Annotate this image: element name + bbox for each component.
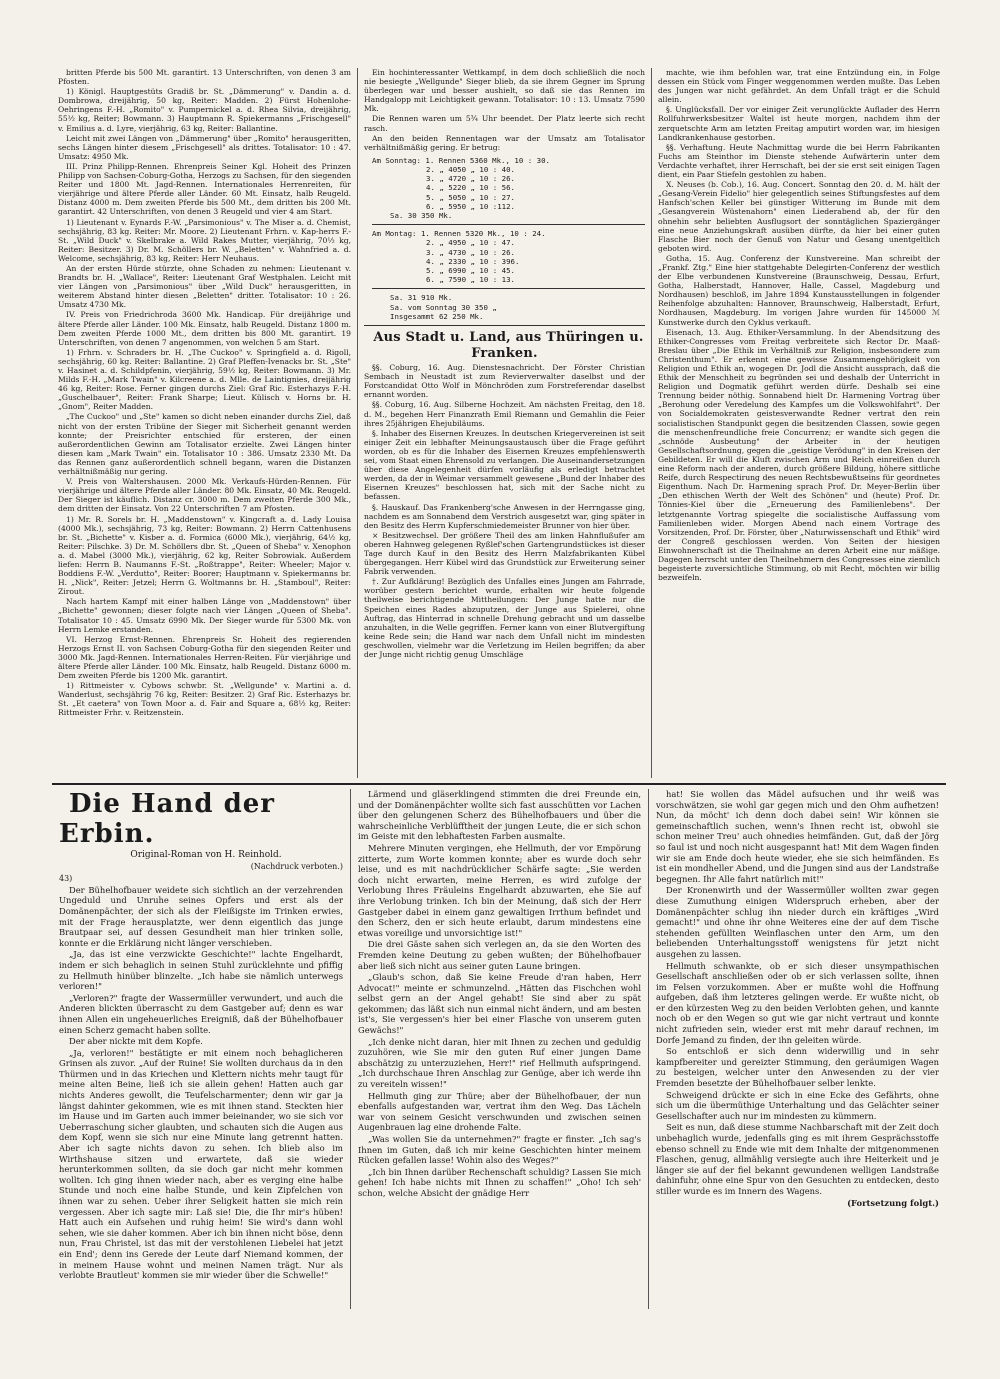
race-turnover: 1. Rennen 5360 Mk., 10 : 30. bbox=[425, 155, 550, 165]
totalisator-row bbox=[372, 174, 645, 183]
race-report-paragraph: Nach hartem Kampf mit einer halben Länge von „Maddenstown" über „Bichette" gewonnen; dieser folgte nach vier Längen „Queen of Sheba". Totalisator 10 : 45. Umsatz 6990 Mk. Der Sieger wurde für 5300 Mk. von Herrn Lemke erstanden. bbox=[58, 597, 351, 634]
race-turnover: 1. Rennen 5320 Mk., 10 : 24. bbox=[420, 229, 546, 239]
totalisator-table bbox=[372, 156, 645, 321]
news-item: §. Hauskauf. Das Frankenberg'sche Anwesen in der Herrngasse ging, nachdem es am Sonnabend dem Verstrich ausgesetzt war, ging später in den Besitz des Herrn Kupferschmiedemeister Brunner von hier über. bbox=[364, 502, 645, 530]
totalisator-row bbox=[372, 248, 645, 257]
race-report-paragraph: V. Preis von Waltershausen. 2000 Mk. Verkaufs-Hürden-Rennen. Für vierjährige und ältere Pferde aller Länder. 80 Mk. Einsatz, 40 Mk. Reugeld. Der Sieger ist käuflich. Distanz cr. 3000 m. Dem zweiten Pferde 300 Mk., dem dritten der Einsatz. Von 22 Unterschriften 7 am Pfosten. bbox=[58, 477, 351, 514]
totalisator-row bbox=[372, 266, 645, 275]
race-turnover: 6. „ 5950 „ 10 :112. bbox=[426, 201, 515, 211]
race-turnover: 4. „ 2330 „ 10 : 396. bbox=[426, 256, 520, 266]
installment-number: 43) bbox=[59, 874, 73, 884]
race-turnover: 6. „ 7590 „ 10 : 13. bbox=[426, 275, 515, 285]
race-report-paragraph: britten Pferde bis 500 Mt. garantirt. 13 Unterschriften, von denen 3 am Pfosten. bbox=[58, 68, 351, 87]
feuilleton-section bbox=[52, 789, 946, 1309]
news-item: × Besitzwechsel. Der größere Theil des am linken Hahnflußufer am oberen Hahnweg gelegenen Ryßlef'schen Gartengrundstückes ist dieser Tage durch Kauf in den Besitz des Herrn Malzfabrikanten Kübel übergegangen. Herr Kübel wird das Grundstück zur Erweiterung seiner Fabrik verwenden. bbox=[364, 530, 645, 577]
novel-paragraph: So entschloß er sich denn widerwillig und in sehr kampfbereiter und gereizter Stimmung, den geräumigen Wagen zu besteigen, welcher unter den Anwesenden zu der vier Fremden besetzte der Bühelhofbauer selber lenkte. bbox=[656, 1046, 939, 1089]
grand-total: Insgesammt 62 250 Mk. bbox=[390, 311, 484, 321]
news-item: Gotha, 15. Aug. Conferenz der Kunstvereine. Man schreibt der „Frankf. Ztg." Eine hier stattgehabte Delegirten-Conferenz der westlich der Elbe verbundenen Kunstvereine (Braunschweig, Dessau, Erfurt, Gotha, Halberstadt, Hannover, Halle, Cassel, Magdeburg und Nordhausen) beschloß, im Jahre 1894 Kunstausstellungen in folgender Reihenfolge abzuhalten: Hannover, Braunschweig, Halberstadt, Erfurt, Nordhausen, Magdeburg. Im vorigen Jahre wurden für 145000 ℳ Kunstwerke durch den Cyklus verkauft. bbox=[658, 253, 940, 327]
novel-paragraph: „Verloren?" fragte der Wassermüller verwundert, und auch die Anderen blickten überrascht zu dem Gastgeber auf; denn es war ihnen Allen ein ungeheuerliches Ereigniß, daß der Bühelhofbauer einen Scherz gemacht haben sollte. bbox=[59, 992, 343, 1035]
novel-paragraph: Lärmend und gläserklingend stimmten die drei Freunde ein, und der Domänenpächter wollte sich fast ausschütten vor Lachen über den gelungenen Scherz des Bühelhofbauers und über die wahrscheinliche Verblüfftheit der jungen Leute, die er sich schon im Geiste mit den lebhaftesten Farben ausmalte. bbox=[358, 789, 641, 842]
race-turnover: 2. „ 4050 „ 10 : 40. bbox=[426, 165, 515, 175]
race-report-paragraph: VI. Herzog Ernst-Rennen. Ehrenpreis Sr. Hoheit des regierenden Herzogs Ernst II. von Sachsen Coburg-Gotha für den siegenden Reiter und 3000 Mk. Jagd-Rennen. Internationales Herren-Reiten. Für vierjährige und ältere Pferde aller Länder. 100 Mk. Einsatz, halb Reugeld. Distanz 6000 m. Dem zweiten Pferde bis 1200 Mk. garantirt. bbox=[58, 634, 351, 681]
novel-paragraph: Die drei Gäste sahen sich verlegen an, da sie den Worten des Fremden keine Deutung zu geben wußten; der Bühelhofbauer aber ließ sich nicht aus seiner guten Laune bringen. bbox=[358, 939, 641, 971]
novel-title: Die Hand der Erbin. bbox=[59, 789, 275, 849]
race-report-paragraph: 1) Frhrn. v. Schraders br. H. „The Cuckoo" v. Springfield a. d. Rigoll, sechsjährig, 60 kg. Reiter: Ballantine. 2) Graf Pleffen-Ivenacks br. St. „Ste" v. Hasinet a. d. Schildpfenin, vierjährig, 59½ kg, Reiter: Bowmann. 3) Mr. Milds F.-H. „Mark Twain" v. Kilcreene a. d. Mlle. de Laintignies, dreijährig 46 kg, Reiter: Rose. Ferner gingen durchs Ziel: Graf Ric. Esterhazys F.-H. „Guschelbauer", Reiter: Frank Sharpe; Lieut. Külisch v. Horns br. H. „Gnom", Reiter Madden. bbox=[58, 347, 351, 412]
news-item: Eisenach, 13. Aug. Ethiker-Versammlung. In der Abendsitzung des Ethiker-Congresses vom Freitag verbreitete sich Rector Dr. Maaß-Breslau über „Die Ethik im Verhältniß zur Religion, insbesondere zum Christenthum". Er erkennt eine gewisse Zusammengehörigkeit von Religion und Ethik an, wogegen Dr. Jodl die Ansicht aussprach, daß die Ethik der Menschheit zu begründen sei und deshalb der Unterricht in Religion und Dogmatik geführt werden dürfe. Deshalb sei eine Trennung beider nöthig. Sonnabend hielt Dr. Harmening Vortrag über „Berohung oder Veredelung des Kampfes um die Volkswohlfahrt". Der von Socialdemokraten geistesverwandte Redner vertrat den rein socialistischen Standpunkt gegen die besitzenden Classen, sowie gegen die menschenfreundliche freie Concurrenz; er wandte sich gegen die „schnöde Ausbeutung" der Arbeiter in der heutigen Gesellschaftsordnung, gegen die „geistige Verödung" in den Kreisen der Gebildeten. Er will die Kluft zwischen Arm und Reich einreißen durch eine Reform nach der anderen, durch größere Bildung, höhere sittliche Reife, durch Respectirung des neuen Rechtsbewußtseins für geordnetes Eigenthum. Nach Dr. Harmening sprach Prof. Dr. Meyer-Berlin über „Den ethischen Werth der Welt des Schönen" und (heute) Prof. Dr. Tönnies-Kiel über die „Erneuerung des Familienlebens". Der letztgenannte Vortrag spiegelte die socialistische Auffassung vom Familienleben wider. Morgen Abend nach einem Vortrage des Vorsitzenden, Prof. Dr. Förster, über „Naturwissenschaft und Ethik" wird der Congreß geschlossen werden. Von Seiten der hiesigen Einwohnerschaft ist die Theilnahme an deren Arbeit eine nur mäßige. Dagegen herrscht unter den Theilnehmern des Congresses eine ziemlich begeisterte zuversichtliche Stimmung, ob mit Recht, möchten wir billig bezweifeln. bbox=[658, 327, 940, 583]
news-item: §§. Verhaftung. Heute Nachmittag wurde die bei Herrn Fabrikanten Fuchs am Steinthor im Dienste stehende Aufwärterin unter dem Verdachte verhaftet, ihrer Herrschaft, bei der sie erst seit einigen Tagen dient, ein Paar Stiefeln gestohlen zu haben. bbox=[658, 142, 940, 180]
novel-paragraph: „Was wollen Sie da unternehmen?" fragte er finster. „Ich sag's Ihnen im Guten, daß ich mir keine Geschichten hinter meinem Rücken gefallen lasse! Wohin also des Weges?" bbox=[358, 1134, 641, 1166]
novel-paragraph: Seit es nun, daß diese stumme Nachbarschaft mit der Zeit doch unbehaglich wurde, jedenfalls ging es mit ihrem Gesprächsstoffe ebenso schnell zu Ende wie mit dem Inhalte der mitgenommenen Flaschen, genug, allmählig versiegte auch ihre Heiterkeit und je länger sie auf der fiel bekannt gewundenen welligen Landstraße dahinfuhr, ohne eine Spur von den Gesuchten zu entdecken, desto stiller wurde es im Innern des Wagens. bbox=[656, 1122, 939, 1196]
news-item: §. Unglücksfall. Der vor einiger Zeit verunglückte Auflader des Herrn Rollfuhrwerksbesitzer Waltel ist heute morgen, nachdem ihm der zerquetschte Arm am letzten Freitag amputirt worden war, im hiesigen Landkrankenhause gestorben. bbox=[658, 105, 940, 142]
totalisator-row bbox=[372, 183, 645, 192]
column-race-results bbox=[52, 68, 357, 778]
totalisator-row bbox=[372, 193, 645, 202]
news-item: †. Zur Aufklärung! Bezüglich des Unfalles eines Jungen am Fahrrade, worüber gestern berichtet wurde, erhalten wir heute folgende theilweise berichtigende Mittheilungen: Der Junge hatte nur die Speichen eines Rades abzuputzen, der Junge aus Spielerei, ohne Auftrag, das Hinterrad in schnelle Drehung gebracht und um dasselbe anzuhalten, in die Welle gegriffen. Ferner kann von einer Blutvergiftung keine Rede sein; die Hand war nach dem Unfall nicht im mindesten geschwollen, vielmehr war die Verletzung im Heilen begriffen; da aber der Junge nicht richtig genug Umschläge bbox=[364, 577, 645, 659]
totalisator-row bbox=[372, 156, 645, 165]
totalisator-row bbox=[372, 202, 645, 211]
novel-paragraph: Mehrere Minuten vergingen, ehe Hellmuth, der vor Empörung zitterte, zum Worte kommen konnte; aber es wurde doch sehr leise, und es mit nachdrücklicher Schärfe sagte: „Sie werden doch nicht erwarten, meine Herren, es wird zufolge der Verlobung Ihres Fräuleins Engelhardt abzuwarten, ehe Sie auf ihre Verlobung trinken. Ich bin der Meinung, daß sich der Herr Gastgeber dabei in einem ganz gewaltigen Irrthum befindet und den Scherz, den er sich heute erlaubt, darum mindestens eine etwas voreilige und unvorsichtige ist!" bbox=[358, 842, 641, 938]
novel-paragraph: Hellmuth ging zur Thüre; aber der Bühelhofbauer, der nun ebenfalls aufgestanden war, vertrat ihm den Weg. Das Lächeln war von seinem Gesicht verschwunden und zwischen seinen Augenbrauen lag eine drohende Falte. bbox=[358, 1090, 641, 1133]
reprint-notice: (Nachdruck verboten.) bbox=[250, 861, 343, 871]
novel-paragraph: Der Bühelhofbauer weidete sich sichtlich an der verzehrenden Ungeduld und Unruhe seines Opfers und erst als der Domänenpächter, der sich als der Fleißigste im Trinken erwies, mit der Frage herausplatzte, wer denn eigentlich das junge Brautpaar sei, auf dessen Gesundheit man hier trinken solle, konnte er die Erklärung nicht länger verschieben. bbox=[59, 884, 343, 948]
race-report-paragraph: 1) Mr. R. Sorels br. H. „Maddenstown" v. Kingcraft a. d. Lady Louisa (4000 Mk.), sechsjährig, 73 kg, Reiter: Bowmann. 2) Herrn Cattenhusens br. St. „Bichette" v. Kisber a. d. Formica (6000 Mk.), vierjährig, 64½ kg, Reiter: Pilschke. 3) Dr. M. Schöllers dbr. St. „Queen of Sheba" v. Xenophon a. d. Mabel (3000 Mk.), vierjährig, 62 kg, Reiter Sobrowiak. Außerdem liefen: Herrn B. Naumanns F.-St. „Roßtrappe", Reiter: Wheeler; Major v. Boddiens F.-W. „Verdutto", Reiter: Boorer; Hauptmann v. Spiekermanns br. H. „Nick", Reiter: Jetzel; Herrn G. Woltmanns br. H. „Stamboul", Reiter: Zirout. bbox=[58, 514, 351, 597]
race-report-paragraph: 1) Königl. Hauptgestüts Gradiß br. St. „Dämmerung" v. Dandin a. d. Dombrowa, dreijährig, 50 kg, Reiter: Madden. 2) Fürst Hohenlohe-Oehringens F.-H. „Romito" v. Pumpernickel a. d. Rhea Silvia, dreijährig, 55½ kg, Reiter; Bowmann. 3) Hauptmann R. Spiekermanns „Frischgesell" v. Emilius a. d. Lyre, vierjährig, 63 kg, Reiter: Ballantine. bbox=[58, 87, 351, 133]
day-label: Am Sonntag: bbox=[372, 155, 421, 165]
news-item: §§. Coburg, 16. Aug. Silberne Hochzeit. Am nächsten Freitag, den 18. d. M., begehen Herr Finanzrath Emil Riemann und Gemahlin die Feier ihres 25jährigen Ehejubiläums. bbox=[364, 400, 645, 428]
race-report-paragraph: IV. Preis von Friedrichroda 3600 Mk. Handicap. Für dreijährige und ältere Pferde aller Länder. 100 Mk. Einsatz, halb Reugeld. Distanz 1800 m. Dem zweiten Pferde 1000 Mt., dem dritten bis 800 Mt. garantirt. 19 Unterschriften, von denen 7 angenommen, von welchen 5 am Start. bbox=[58, 310, 351, 347]
news-item: machte, wie ihm befohlen war, trat eine Entzündung ein, in Folge dessen ein Stück vom Finger weggenommen werden mußte. Das Leben des Jungen war nicht gefährdet. An dem Unfall trägt er die Schuld allein. bbox=[658, 68, 940, 105]
race-turnover: 3. „ 4720 „ 10 : 26. bbox=[426, 174, 515, 184]
section-heading: Aus Stadt u. Land, aus Thüringen u. Franken. bbox=[373, 330, 644, 362]
report-paragraph: Ein hochinteressanter Wettkampf, in dem doch schließlich die noch nie besiegte „Wellgunde" Sieger blieb, da sie ihrem Gegner im Sprung überlegen war und besser aushielt, so daß sie das Rennen im Handgalopp mit Leichtigkeit gewann. Totalisator: 10 : 13. Umsatz 7590 Mk. bbox=[364, 68, 645, 114]
novel-column-1 bbox=[52, 789, 350, 1309]
novel-paragraph: „Ja, das ist eine verzwickte Geschichte!" lachte Engelhardt, indem er sich behaglich in seinen Stuhl zurücklehnte und pfiffig zu Hellmuth hinüber blinzelte. „Ich habe sie nämlich unterwegs verloren!" bbox=[59, 949, 343, 992]
column-totalisator-and-local-news bbox=[357, 68, 651, 778]
race-turnover: 4. „ 5220 „ 10 : 56. bbox=[426, 183, 515, 193]
totalisator-row bbox=[372, 229, 645, 238]
race-turnover: 2. „ 4950 „ 10 : 47. bbox=[426, 238, 515, 248]
news-item: X. Neuses (b. Cob.), 16. Aug. Concert. Sonntag den 20. d. M. hält der „Gesang-Verein Fidelio" hier gelegentlich seines Stiftungsfestes auf dem Hanfsch'schen Keller bei günstiger Witterung im Bunde mit dem „Gesangverein Wüstenahorn" einen Liederabend ab, der für den ohnehin sehr beliebten Ausflugsort der sonntäglichen Spaziergänger eine neue Anziehungskraft ausüben dürfte, da hier bei einer guten Flasche Bier noch der Genuß von Natur und Gesang unentgeltlich geboten wird. bbox=[658, 180, 940, 253]
novel-paragraph: „Ja, verloren!" bestätigte er mit einem noch behaglicheren Grinsen als zuvor. „Auf der Ruine! Sie wollten durchaus da in den Thürmen und in das Kriechen und Klettern nichts mehr taugt für meine alten Beine, ließ ich sie allein gehen! Hatten auch gar nichts Anderes gewollt, die Teufelscharmenter; denn wir gar ja längst dahinter gekommen, wie es mit ihnen stand. Steckten hier im Hause und im Garten auch immer beieinander, wo sie sich vor Ueberraschung sicher glaubten, und schauten sich die Augen aus dem Kopf, wenn sie sich nur eine Minute lang getrennt hatten. Aber ich sagte nichts davon zu sehen. Ich blieb also im Wirthshause sitzen und erwartete, daß sie wieder herunterkommen sollten, da sie doch gar nicht mehr kommen wollten. Ich ging ihnen wieder nach, aber es verging eine halbe Stunde und noch eine halbe Stunde, und kein Zipfelchen von ihnen war zu sehen. Ueber ihrer Seligkeit hatten sie mich rein vergessen. Aber ich sagte mir: Laß sie! Die, die Ihr mir's hüben! Hatt auch ein Aufsehen und ruhig heim! Sie wird's dann wohl sehen, wie sie daher kommen. Aber ich bin ihnen nicht böse, denn nun, Frau Christel, ist das mit der verstohlenen Liebelei hat jetzt ein End'; denn ins Gerede der Leute darf Niemand kommen, der in meinem Hause wohnt und meinen Namen trägt. Nur als verlobte Brautleut' kommen sie mir wieder über die Schwelle!" bbox=[59, 1047, 343, 1281]
totalisator-row bbox=[372, 165, 645, 174]
novel-column-2 bbox=[350, 789, 648, 1309]
news-item: §§. Coburg, 16. Aug. Dienstesnachricht. Der Förster Christian Sembach in Neustadt ist zum Revierverwalter daselbst und der Forstcandidat Otto Wolf in Mönchröden zum Forstreferendar daselbst ernannt worden. bbox=[364, 363, 645, 400]
race-report-paragraph: 1) Lieutenant v. Eynards F.-W. „Parsimonious" v. The Miser a. d. Chemist, sechsjährig, 83 kg. Reiter: Mr. Moore. 2) Lieutenant Frhrn. v. Kap-herrs F.-St. „Wild Duck" v. Skelbrake a. Wild Rakes Mutter, vierjährig, 70½ kg, Reiter: Besitzer. 3) Dr. M. Schöllers br. W. „Beletten" v. Wahnfried a. d. Welcome, sechsjährig, 83 kg, Reiter: Herr Neuhaus. bbox=[58, 217, 351, 263]
news-item: §. Inhaber des Eisernen Kreuzes. In deutschen Kriegervereinen ist seit einiger Zeit ein lebhafter Meinungsaustausch über die Frage geführt worden, ob es für die Inhaber des Eisernen Kreuzes empfehlenswerth sei, vom Staat einen Ehrensold zu verlangen. Die Auseinandersetzungen über diese Angelegenheit dürfen vorläufig als erledigt betrachtet werden, da der in Weimar versammelt gewesene „Bund der Inhaber des Eisernen Kreuzes" beschlossen hat, sich mit der Sache nicht zu befassen. bbox=[364, 428, 645, 502]
continuation-note: (Fortsetzung folgt.) bbox=[847, 1197, 939, 1208]
race-turnover: 5. „ 5050 „ 10 : 27. bbox=[426, 192, 515, 202]
novel-paragraph: hat! Sie wollen das Mädel aufsuchen und ihr weiß was vorschwätzen, sie wohl gar gegen mich und den Ohm aufhetzen! Nun, da möcht' ich denn doch dabei sein! Wir können sie gemeinschaftlich suchen, wenn's Ihnen recht ist, obwohl sie schon meiner Treu' auch ohnedies heimfänden. Gut, daß der Jörg so faul ist und noch nicht ausgespannt hat! Mit dem Wagen finden wir sie am Ende doch heute wieder, ehe sie sich heimfänden. Es ist ein mondheller Abend, und die Jungen sind aus der Landstraße begegnen. Ihr Alle fahrt natürlich mit!" bbox=[656, 789, 939, 884]
novel-byline: Original-Roman von H. Reinhold. bbox=[130, 850, 282, 860]
race-report-paragraph: „The Cuckoo" und „Ste" kamen so dicht neben einander durchs Ziel, daß nicht von der ersten Tribüne der Sieger mit Sicherheit genannt werden konnte; der Preisrichter entschied für ersteren, der einen außerordentlichen Gewinn am Totalisator erzielte. Zwei Längen hinter diesen kam „Mark Twain" ein. Totalisator 10 : 386. Umsatz 2330 Mt. Da das Rennen ganz außerordentlich schnell begann, waren die Distanzen verhältnißmäßig nur gering. bbox=[58, 412, 351, 477]
novel-paragraph: Hellmuth schwankte, ob er sich dieser unsympathischen Gesellschaft anschließen oder ob er sich verlassen sollte, ihnen im Felsen vorzukommen. Aber er mußte wohl die Hoffnung aufgeben, daß ihm letzteres gelingen werde. Er wußte nicht, ob er den kürzesten Weg zu den beiden Verlobten gehen, und kannte noch ob er den Wegen so gut wie gar nicht vertraut und konnte nicht zufrieden sein, wieder erst mit mehr darauf rechnen, im Dorfe Jemand zu finden, der ihn geleiten würde. bbox=[656, 960, 939, 1045]
totalisator-row bbox=[372, 257, 645, 266]
race-turnover: 3. „ 4730 „ 10 : 26. bbox=[426, 247, 515, 257]
novel-paragraph: Der aber nickte mit dem Kopfe. bbox=[69, 1036, 203, 1047]
section-divider bbox=[52, 783, 946, 785]
novel-paragraph: „Ich denke nicht daran, hier mit Ihnen zu zechen und geduldig zuzuhören, wie Sie mir den guten Ruf einer jungen Dame abschätzig zu unterzuziehen, Herr!" rief Hellmuth aufspringend. „Ich durchschaue Ihren Anschlag zur Genüge, aber ich werde ihn zu vereiteln wissen!" bbox=[358, 1036, 641, 1090]
novel-paragraph: Schweigend drückte er sich in eine Ecke des Gefährts, ohne sich um die übermüthige Unterhaltung und das Gelächter seiner Gesellschafter auch nur im mindesten zu kümmern. bbox=[656, 1089, 939, 1121]
totalisator-row bbox=[372, 238, 645, 247]
sunday-sum: Sa. 30 350 Mk. bbox=[390, 211, 453, 221]
race-report-paragraph: An der ersten Hürde stürzte, ohne Schaden zu nehmen: Lieutenant v. Brandts br. H. „Wallace", Reiter: Lieutenant Graf Westphalen. Leicht mit vier Längen von „Parsimonious" über „Wild Duck" herausgeritten, in weiterem Abstand hinter diesen „Beletten" dritter. Totalisator: 10 : 26. Umsatz 4730 Mk. bbox=[58, 263, 351, 310]
totalisator-row bbox=[372, 275, 645, 284]
novel-paragraph: Der Kronenwirth und der Wassermüller wollten zwar gegen diese Zumuthung einigen Widerspruch erheben, aber der Domänenpächter schlug ihn nieder durch ein kräftiges „Wird gemacht!" und ohne ihr ohne Weiteres eine der auf dem Tische stehenden gefüllten Weinflaschen unter den Arm, um den beliebenden Unterhaltungsstoff wenigstens für jetzt nicht ausgehen zu lassen. bbox=[656, 885, 939, 959]
top-section bbox=[52, 68, 946, 778]
sunday-total: Sa. vom Sonntag 30 350 „ bbox=[390, 302, 497, 312]
day-label: Am Montag: bbox=[372, 229, 417, 239]
novel-paragraph: „Ich bin Ihnen darüber Rechenschaft schuldig? Lassen Sie mich gehen! Ich habe nichts mit Ihnen zu schaffen!" „Oho! Ich seh' schon, welche Absicht der gnädige Herr bbox=[358, 1166, 641, 1198]
novel-column-3 bbox=[648, 789, 946, 1309]
race-report-paragraph: 1) Rittmeister v. Cybows schwbr. St. „Wellgunde" v. Martini a. d. Wanderlust, sechsjährig 76 kg, Reiter: Besitzer. 2) Graf Ric. Esterhazys br. St. „Et caetera" von Town Moor a. d. Fair and Square a, 68½ kg, Reiter: Rittmeister Frhr. v. Reitzenstein. bbox=[58, 681, 351, 718]
report-paragraph: An den beiden Rennentagen war der Umsatz am Totalisator verhältnißmäßig gering. Er betrug: bbox=[364, 133, 645, 152]
column-regional-news bbox=[651, 68, 946, 778]
race-report-paragraph: III. Prinz Philipp-Rennen. Ehrenpreis Seiner Kgl. Hoheit des Prinzen Philipp von Sachsen-Coburg-Gotha, Herzogs zu Sachsen, für den siegenden Reiter und 1800 Mt. Jagd-Rennen. Internationales Herrenreiten, für vierjährige und ältere Pferde aller Länder. 60 Mt. Einsatz, halb Reugeld. Distanz 4000 m. Dem zweiten Pferde bis 500 Mt., dem dritten bis 200 Mt. garantirt. 42 Unterschriften, von denen 3 Reugeld und vier 4 am Start. bbox=[58, 161, 351, 217]
monday-sum: Sa. 31 910 Mk. bbox=[390, 293, 453, 303]
race-report-paragraph: Leicht mit zwei Längen von „Dämmerung" über „Romito" herausgeritten, sechs Längen hinter diesem „Frischgesell" als drittes. Totalisator: 10 : 47. Umsatz: 4950 Mk. bbox=[58, 133, 351, 161]
novel-paragraph: „Glaub's schon, daß Sie keine Freude d'ran haben, Herr Advocat!" meinte er schmunzelnd. „Hätten das Fischchen wohl selbst gern an der Angel gehabt! Sie sind aber zu spät gekommen; das läßt sich nun einmal nicht ändern, und am besten ist's, Sie vergessen's hier bei einer Flasche von unserem guten Gewächs!" bbox=[358, 972, 641, 1036]
report-paragraph: Die Rennen waren um 5¾ Uhr beendet. Der Platz leerte sich recht rasch. bbox=[364, 114, 645, 133]
race-turnover: 5. „ 6990 „ 10 : 45. bbox=[426, 266, 515, 276]
